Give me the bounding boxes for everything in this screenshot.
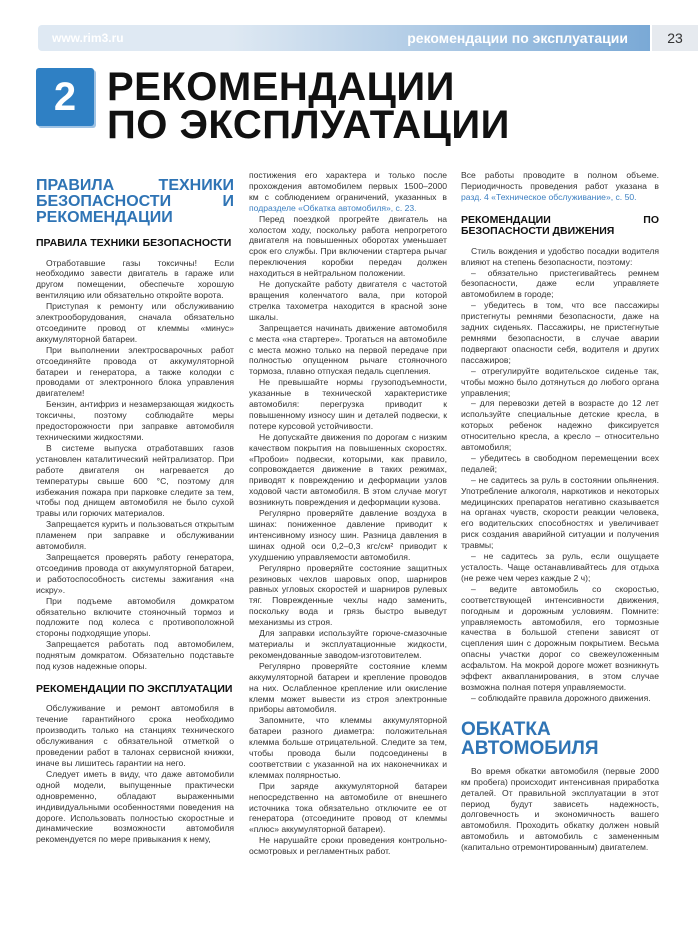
list-item: – убедитесь в том, что все пассажиры пристегнуты ремнями безопасности, даже на задних сиденьях. Пассажиры, не пристегнутые ремнями безопасности, в случае аварии подвергают опасности себя, водителя и других пассажиров; [461, 300, 659, 365]
paragraph [461, 170, 659, 203]
paragraph: Не допускайте работу двигателя с частотой вращения коленчатого вала, при которой стрелка тахометра находится в красной зоне шкалы. [249, 279, 447, 322]
paragraph: При подъеме автомобиля домкратом обязательно включите стояночный тормоз и подложите под колеса с противоположной стороны подходящие упоры. [36, 595, 234, 639]
paragraph: Запрещается курить и пользоваться открытым пламенем при заправке и обслуживании автомобиля. [36, 519, 234, 552]
paragraph: Не превышайте нормы грузоподъемности, указанные в технической характеристике автомобиля: перегрузка приводит к повышенному износу шин и деталей подвески, к потере курсовой устойчивости. [249, 377, 447, 431]
subheading-safety-rules: ПРАВИЛА ТЕХНИКИ БЕЗОПАСНОСТИ [36, 237, 232, 249]
paragraph: Обслуживание и ремонт автомобиля в течение гарантийного срока необходимо производить только на станциях технического обслуживания с обязательной отметкой о проведении работ в талонах сервисной книжки, иначе вы лишитесь гарантии на него. [36, 703, 234, 768]
list-item: – обязательно пристегивайтесь ремнем безопасности, даже если управляете автомобилем в городе; [461, 267, 659, 300]
section-heading-safety: ПРАВИЛА ТЕХНИКИ БЕЗОПАСНОСТИ И РЕКОМЕНДАЦИИ [36, 177, 234, 226]
paragraph: Стиль вождения и удобство посадки водителя влияют на степень безопасности, поэтому: [461, 245, 659, 267]
list-item: – ведите автомобиль со скоростью, соответствующей интенсивности движения, погодным и дорожным условиям. Помните: управляемость автомобиля, его тормозные качества в большой степени зависят от сцепления шин с дорожным покрытием. Весьма опасны участки дорог со свежеуложенным асфальтом. На мокрой дороге может возникнуть эффект аквапланирования, в этом случае возможна полная потеря управляемости. [461, 583, 659, 692]
paragraph: Запрещается работать под автомобилем, поднятым домкратом. Обязательно подставьте под кузов надежные опоры. [36, 639, 234, 672]
list-item: – не садитесь за руль в состоянии опьянения. Употребление алкоголя, наркотиков и некоторых медицинских препаратов негативно сказывается на органах чувств, скорости реакции человека, его водительских способностях и увеличивает риск создания аварийной ситуации и получения травмы; [461, 474, 659, 551]
chapter-title-line2: ПО ЭКСПЛУАТАЦИИ [107, 103, 510, 147]
list-item: – не садитесь за руль, если ощущаете усталость. Чаще останавливайтесь для отдыха (не реже чем через каждые 2 ч); [461, 551, 659, 583]
chapter-title [107, 65, 667, 147]
list-item: – отрегулируйте водительское сиденье так, чтобы можно было дотянуться до любого органа управления; [461, 365, 659, 398]
paragraph: При выполнении электросварочных работ отсоединяйте провода от аккумуляторной батареи и генератора, а также колодки с проводами от электронного блока управления двигателем! [36, 344, 234, 399]
header-bar [228, 25, 650, 51]
paragraph [249, 170, 447, 214]
chapter-number-badge [36, 68, 94, 126]
paragraph: Регулярно проверяйте состояние клемм аккумуляторной батареи и крепление проводов на них. Ослабленное крепление или окисление клемм может вывести из строя электронные приборы автомобиля. [249, 660, 447, 715]
paragraph: Отработавшие газы токсичны! Если необходимо завести двигатель в гараже или другом помещении, обеспечьте хорошую вентиляцию или обязательно откройте ворота. [36, 257, 234, 301]
column-3 [461, 170, 659, 853]
paragraph: Во время обкатки автомобиля (первые 2000 км пробега) происходит интенсивная приработка деталей. От правильной эксплуатации в этот период будут зависеть надежность, долговечность и экономичность вашего автомобиля. Проходить обкатку должен новый автомобиль и автомобиль с замененным (капитально отремонтированным) двигателем. [461, 765, 659, 853]
paragraph: Запомните, что клеммы аккумуляторной батареи разного диаметра: положительная клемма больше отрицательной. Следите за тем, чтобы провода были подсоединены в соответствии с указанной на их наконечниках и клеммах полярностью. [249, 715, 447, 780]
list-item: – соблюдайте правила дорожного движения. [471, 692, 651, 703]
section-title: рекомендации по эксплуатации [407, 30, 628, 46]
subheading-driving-safety: РЕКОМЕНДАЦИИ ПО БЕЗОПАСНОСТИ ДВИЖЕНИЯ [461, 213, 659, 238]
section-heading-break-in: ОБКАТКА АВТОМОБИЛЯ [461, 718, 599, 759]
paragraph: Следует иметь в виду, что даже автомобили одной модели, выпущенные практически одновременно, обладают выраженными индивидуальными особенностями поведения на дороге. Использовать полностью скоростные и динамические возможности автомобиля рекомендуется по мере привыкания к нему, [36, 768, 234, 845]
paragraph: В системе выпуска отработавших газов установлен каталитический нейтрализатор. При работе двигателя он нагревается до температуры свыше 600 °С, поэтому для избежания пожара при парковке следите за тем, чтобы под днищем автомобиля не было сухой травы или горючих материалов. [36, 442, 234, 519]
column-1 [36, 178, 234, 845]
column-2 [249, 170, 447, 857]
page-header [38, 25, 683, 51]
list-item: – убедитесь в свободном перемещении всех педалей; [461, 452, 659, 474]
paragraph: При заряде аккумуляторной батареи непосредственно на автомобиле от внешнего источника тока обязательно отключите ее от генератора (отсоедините провод от клеммы «плюс» аккумуляторной батареи). [249, 780, 447, 835]
paragraph: Для заправки используйте горюче-смазочные материалы и эксплуатационные жидкости, рекомендованные заводом-изготовителем. [249, 628, 447, 660]
paragraph: Приступая к ремонту или обслуживанию электрооборудования, сначала обязательно отсоедините провод от клеммы «минус» аккумуляторной батареи. [36, 301, 234, 344]
paragraph: Не нарушайте сроки проведения контрольно-осмотровых и регламентных работ. [249, 835, 447, 857]
paragraph: Бензин, антифриз и незамерзающая жидкость токсичны, поэтому соблюдайте меры предосторожности при заправке автомобиля техническими жидкостями. [36, 399, 234, 442]
subheading-operation: РЕКОМЕНДАЦИИ ПО ЭКСПЛУАТАЦИИ [36, 682, 233, 695]
paragraph: Не допускайте движения по дорогам с низким качеством покрытия на повышенных скоростях. «Пробои» подвески, которыми, как правило, сопровождается движение в таких режимах, приводят к повреждению и деформации узлов ходовой части автомобиля. В этом случае могут возникнуть повреждения и деформации кузова. [249, 431, 447, 508]
paragraph-text: Все работы проводите в полном объеме. Периодичность проведения работ указана в [461, 170, 659, 191]
page-number: 23 [652, 25, 698, 51]
paragraph: Перед поездкой прогрейте двигатель на холостом ходу, поскольку работа непрогретого двигателя на повышенных оборотах уменьшает срок его службы. При включении стартера рычаг переключения коробки передач должен находиться в нейтральном положении. [249, 213, 447, 279]
chapter-title-line1: РЕКОМЕНДАЦИИ [107, 65, 455, 109]
paragraph: Запрещается проверять работу генератора, отсоединив провода от аккумуляторной батареи, и работоспособность системы зажигания «на искру». [36, 551, 234, 595]
site-url: www.rim3.ru [38, 25, 228, 51]
chapter-number: 2 [53, 75, 77, 119]
paragraph-text: постижения его характера и только после прохождения автомобилем первых 1500–2000 км с соблюдением ограничений, указанных в [249, 170, 447, 202]
cross-reference-link[interactable]: подразделе «Обкатка автомобиля», с. 23. [249, 202, 417, 213]
cross-reference-link[interactable]: разд. 4 «Техническое обслуживание», с. 50. [461, 191, 637, 202]
paragraph: Регулярно проверяйте состояние защитных резиновых чехлов шаровых опор, шарниров равных угловых скоростей и шарниров рулевых тяг. Поврежденные чехлы надо заменить, поскольку вода и грязь быстро выведут механизмы из строя. [249, 562, 447, 628]
paragraph: Запрещается начинать движение автомобиля с места «на стартере». Трогаться на автомобиле с места можно только на первой передаче при полностью опущенном рычаге стояночного тормоза, плавно отпуская педаль сцепления. [249, 322, 447, 377]
list-item: – для перевозки детей в возрасте до 12 лет используйте специальные детские кресла, в которых ребенок надежно фиксируется относительно кресла, а кресло – относительно автомобиля; [461, 398, 659, 453]
paragraph: Регулярно проверяйте давление воздуха в шинах: пониженное давление приводит к интенсивному износу шин. Разница давления в шинах одной оси 0,2–0,3 кгс/см² приводит к ухудшению управляемости автомобиля. [249, 508, 447, 562]
